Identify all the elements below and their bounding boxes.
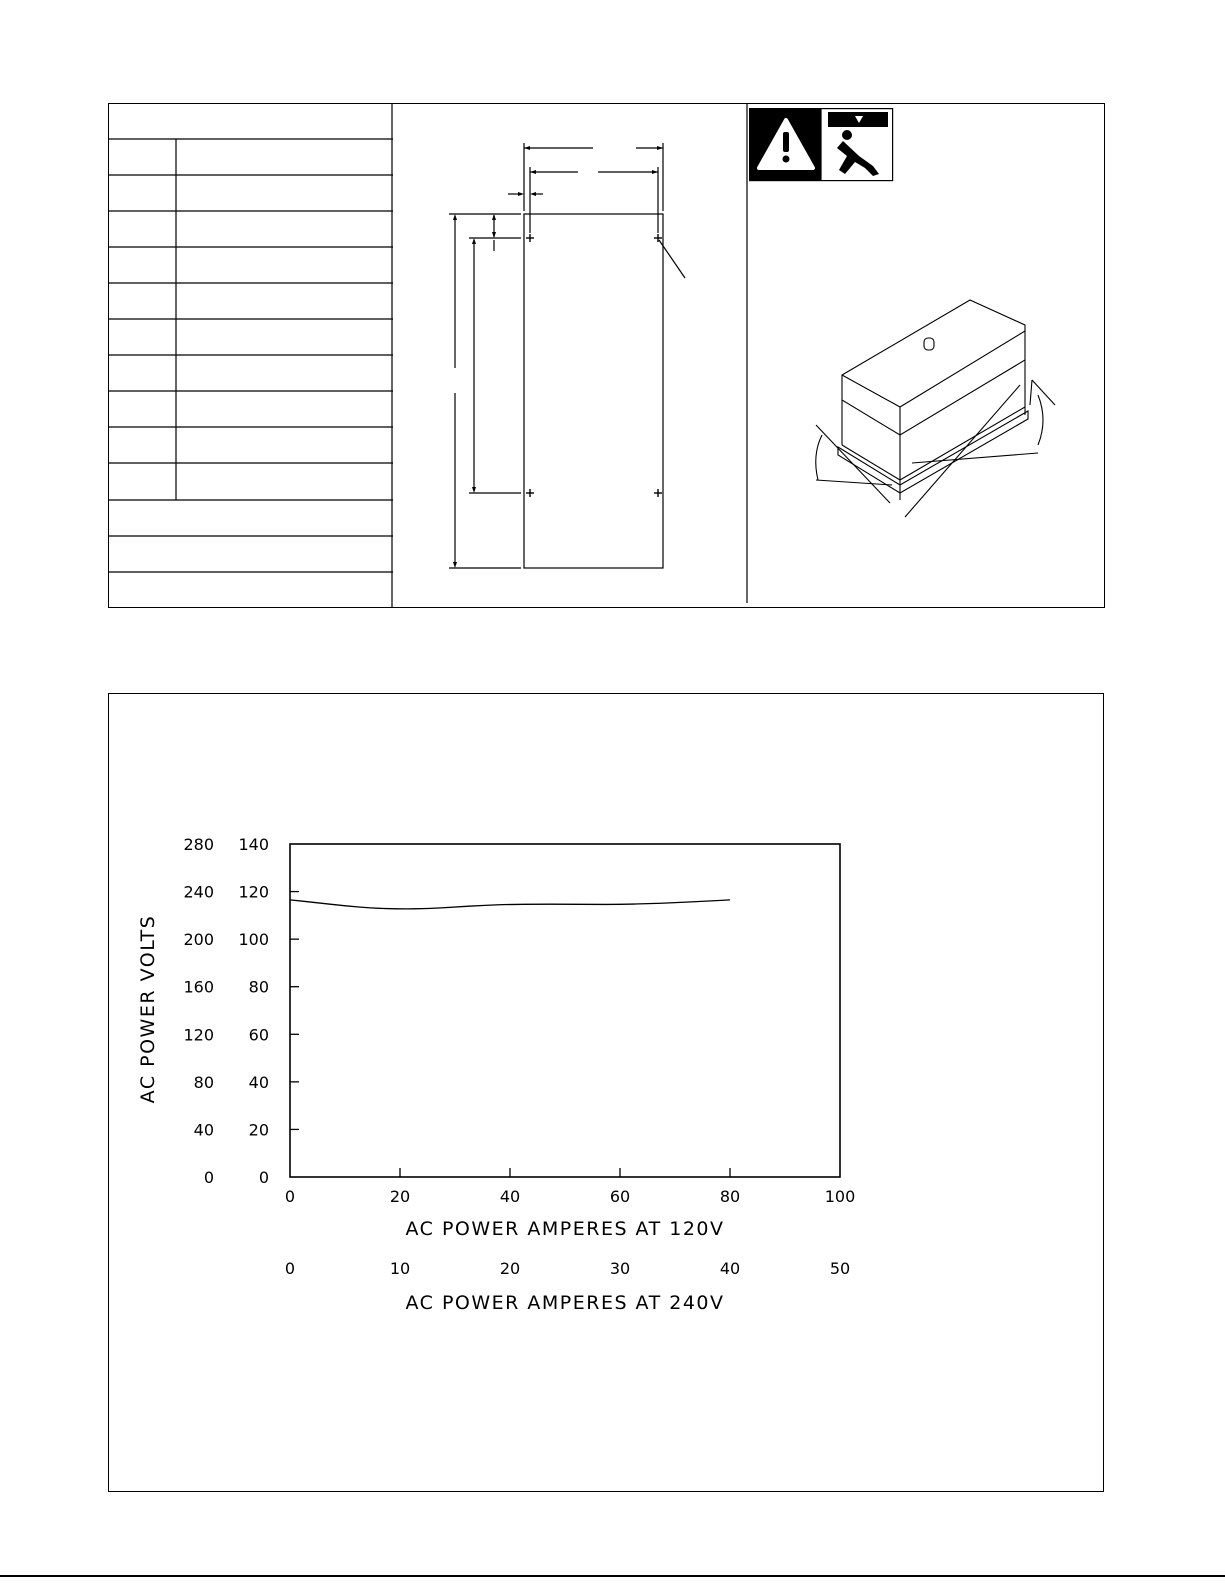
generator-lifting-illustration bbox=[800, 295, 1070, 525]
x-tick-label-240v: 10 bbox=[389, 1259, 411, 1278]
y-tick-label-secondary: 80 bbox=[193, 1072, 214, 1092]
y-tick-label-secondary: 40 bbox=[193, 1120, 214, 1140]
y-axis-label: AC POWER VOLTS bbox=[137, 914, 159, 1104]
y-tick-label-secondary: 160 bbox=[183, 977, 214, 997]
x-tick-label-120v: 40 bbox=[499, 1187, 521, 1206]
x-tick-label-240v: 30 bbox=[609, 1259, 631, 1278]
y-tick-label-primary: 60 bbox=[248, 1025, 269, 1045]
dimension-drawing bbox=[393, 103, 748, 608]
footer-rule bbox=[0, 1575, 1225, 1577]
x-tick-label-120v: 80 bbox=[719, 1187, 741, 1206]
x-tick-label-240v: 50 bbox=[829, 1259, 851, 1278]
x-tick-label-120v: 100 bbox=[824, 1187, 856, 1206]
y-tick-label-secondary: 120 bbox=[183, 1025, 214, 1045]
y-tick-label-secondary: 0 bbox=[203, 1168, 214, 1187]
y-tick-label-primary: 0 bbox=[258, 1168, 269, 1187]
y-tick-label-secondary: 280 bbox=[183, 835, 214, 854]
y-tick-label-primary: 100 bbox=[238, 930, 269, 950]
plot-area bbox=[290, 844, 840, 1177]
y-tick-label-primary: 40 bbox=[248, 1072, 269, 1092]
x-tick-label-120v: 20 bbox=[389, 1187, 411, 1206]
x-tick-label-120v: 60 bbox=[609, 1187, 631, 1206]
voltage-curve bbox=[290, 900, 730, 909]
x-tick-label-240v: 40 bbox=[719, 1259, 741, 1278]
warning-label bbox=[749, 108, 895, 182]
spec-table bbox=[108, 103, 393, 608]
x-tick-label-240v: 0 bbox=[284, 1259, 296, 1278]
y-tick-label-secondary: 200 bbox=[183, 930, 214, 950]
y-tick-label-secondary: 240 bbox=[183, 882, 214, 902]
y-tick-label-primary: 120 bbox=[238, 882, 269, 902]
x-axis-label-120v: AC POWER AMPERES AT 120V bbox=[405, 1218, 725, 1240]
y-tick-label-primary: 20 bbox=[248, 1120, 269, 1140]
voltage-ampere-chart bbox=[108, 693, 1104, 1492]
x-axis-label-240v: AC POWER AMPERES AT 240V bbox=[405, 1292, 725, 1314]
y-tick-label-primary: 140 bbox=[238, 835, 269, 854]
x-tick-label-120v: 0 bbox=[284, 1187, 296, 1206]
y-tick-label-primary: 80 bbox=[248, 977, 269, 997]
x-tick-label-240v: 20 bbox=[499, 1259, 521, 1278]
